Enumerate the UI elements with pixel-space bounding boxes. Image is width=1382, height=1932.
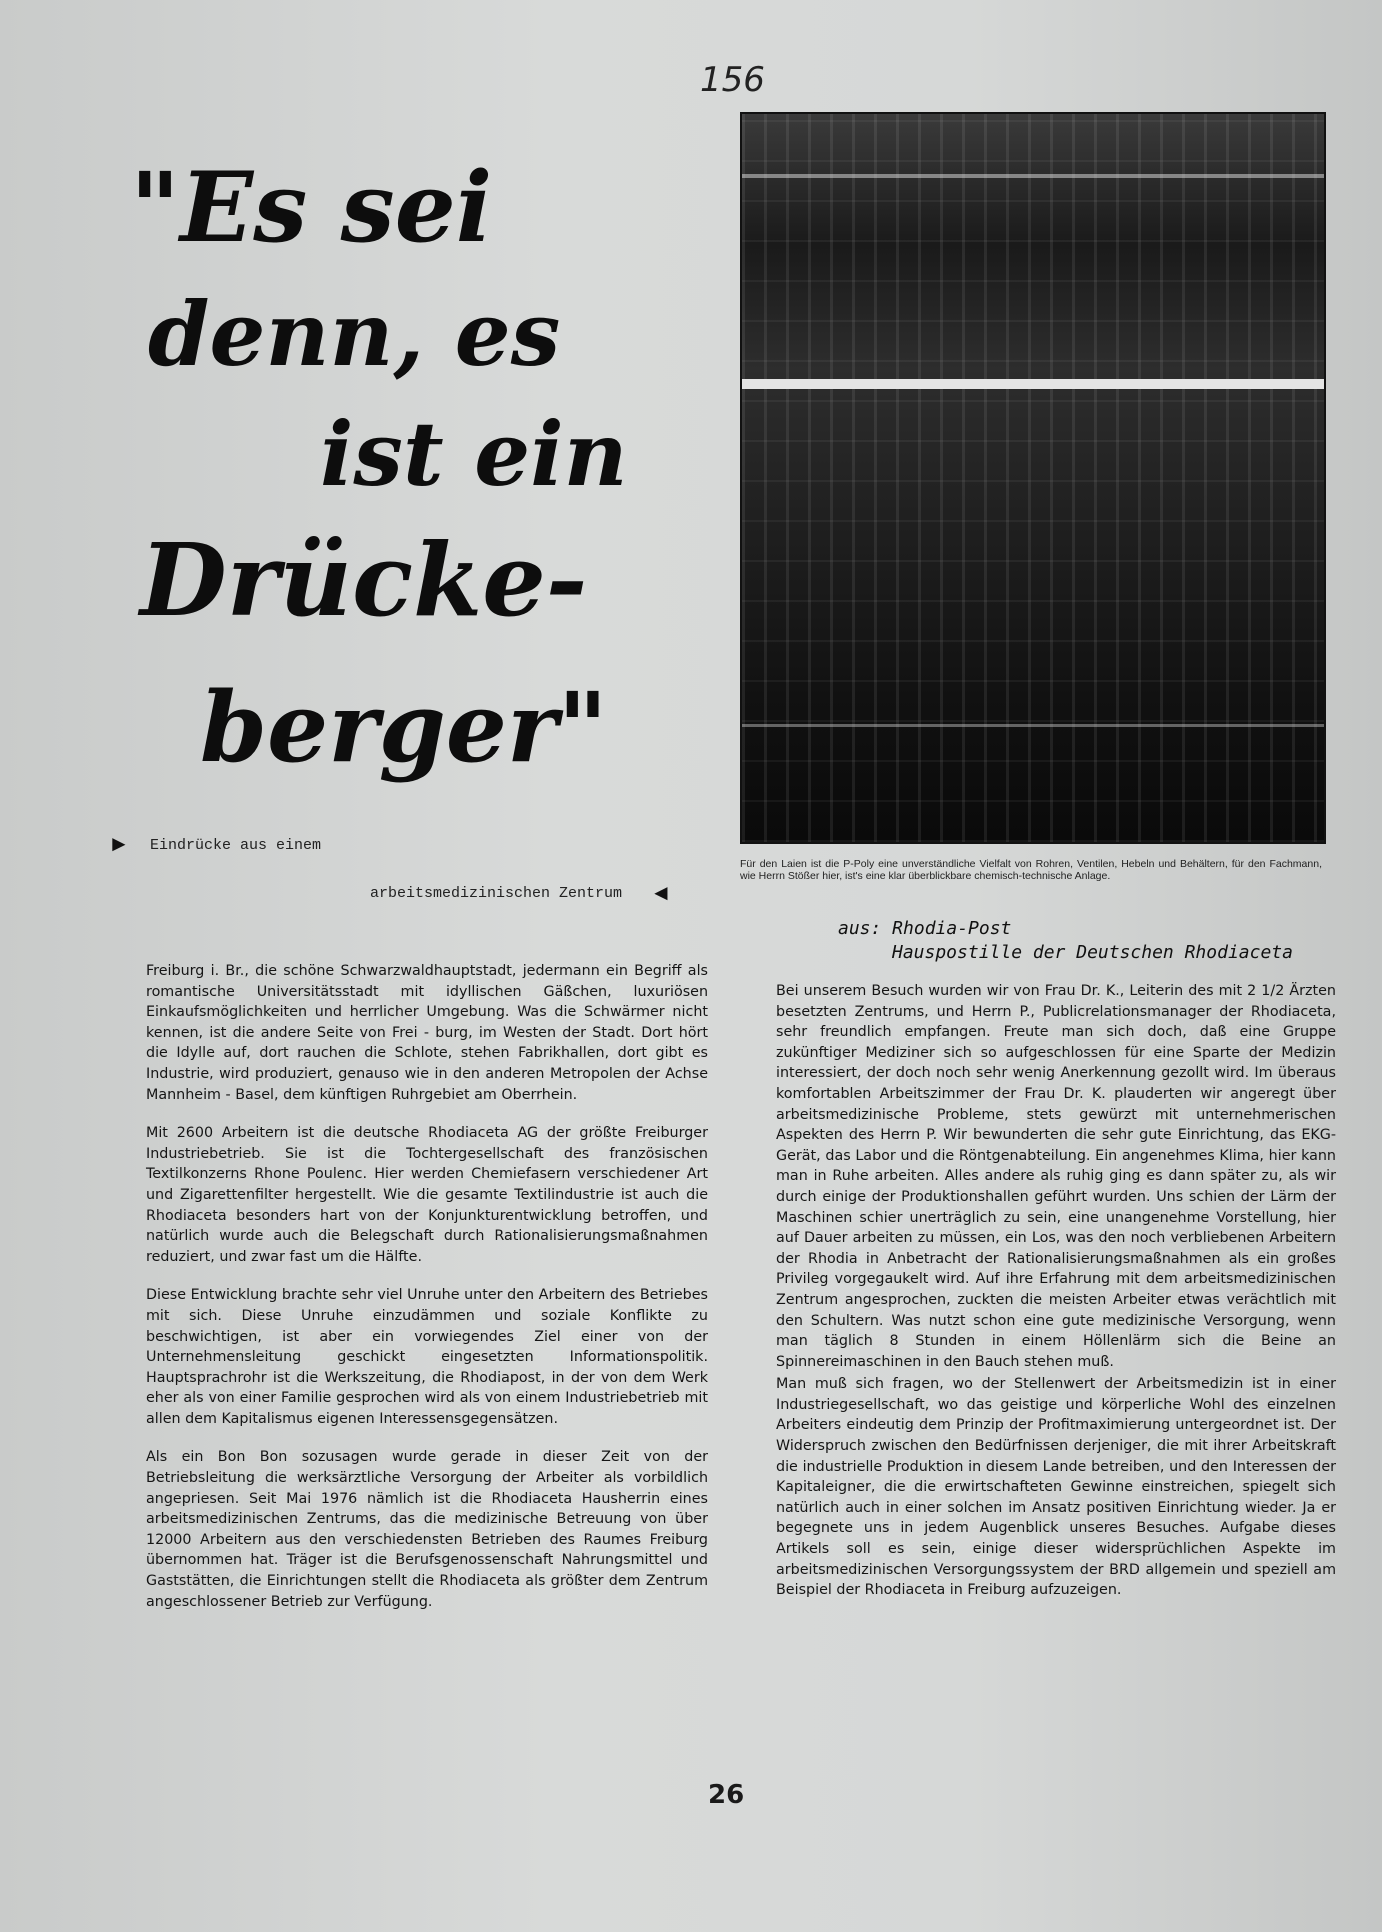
source-note-line-2: Hauspostille der Deutschen Rhodiaceta <box>892 942 1293 963</box>
headline-line-5: berger" <box>200 671 608 784</box>
headline-line-4: Drücke- <box>140 521 588 639</box>
paragraph: Mit 2600 Arbeitern ist die deutsche Rhodiaceta AG der größte Freiburger Industriebetrieb. Sie ist die Tochtergesellschaft des französischen Textilkonzerns Rhone Poulenc. Hier werden Chemiefasern verschiedener Art und Zigarettenfilter hergestellt. Wie die gesamte Textilindustrie ist auch die Rhodiaceta besonders hart von der Konjunkturentwicklung betroffen, und natürlich wurde auch die Belegschaft durch Rationalisierungsmaßnahmen reduziert, und zwar fast um die Hälfte. <box>146 1125 708 1265</box>
subtitle-part-1: Eindrücke aus einem <box>150 837 322 854</box>
paragraph: Bei unserem Besuch wurden wir von Frau Dr. K., Leiterin des mit 2 1/2 Ärzten besetzten Zentrums, und Herrn P., Publicrelationsmanager der Rhodiaceta, sehr freundlich empfangen. Freute man sich doch, daß eine Gruppe zukünftiger Mediziner sich so aufgeschlossen für eine Sparte der Medizin interessiert, der doch noch sehr wenig Anerkennung gezollt wird. Im überaus komfortablen Arbeitszimmer der Frau Dr. K. plauderten wir angeregt über arbeitsmedizinische Probleme, stets gewürzt mit unternehmerischen Aspekten des Herrn P. Wir bewunderten die sehr gute Einrichtung, das EKG-Gerät, das Labor und die Röntgenabteilung. Ein angenehmes Klima, hier kann man in Ruhe arbeiten. Alles andere als ruhig ging es dann später zu, als wir durch einige der Produktionshallen geführt wurden. Uns schien der Lärm der Maschinen schier unerträglich zu sein, eine unangenehme Vorstellung, hier auf Dauer arbeiten zu müssen, ein Los, was den noch verbliebenen Arbeitern der Rhodia in Anbetracht der Rationalisierungsmaßnahmen als ein großes Privileg vorgegaukelt wird. Auf ihre Erfahrung mit dem arbeitsmedizinischen Zentrum angesprochen, zuckten die meisten Arbeiter etwas verächtlich mit den Schultern. Was nutzt schon eine gute medizinische Versorgung, wenn man täglich 8 Stunden in einem Höllenlärm sich die Beine an Spinnereimaschinen in den Bauch stehen muß. <box>776 983 1336 1370</box>
photo-caption: Für den Laien ist die P-Poly eine unverständliche Vielfalt von Rohren, Ventilen, Hebeln und Behältern, für den Fachmann, wie Herrn Stößer hier, ist's eine klar überblickbare chemisch-technische Anlage. <box>740 858 1322 882</box>
handwritten-page-number: 156 <box>700 60 765 100</box>
paragraph: Man muß sich fragen, wo der Stellenwert der Arbeitsmedizin ist in einer Industriegesellschaft, wo das geistige und körperliche Wohl des einzelnen Arbeiters eindeutig dem Prinzip der Profitmaximierung untergeordnet ist. Der Widerspruch zwischen den Bedürfnissen derjeniger, die mit ihrer Arbeitskraft die industrielle Produktion in diesem Lande betreiben, und den Interessen der Kapitaleigner, die die erwirtschafteten Gewinne einstreichen, spiegelt sich natürlich auch in einer solchen im Ansatz positiven Einrichtung wieder. Ja er begegnete uns in jedem Augenblick unseres Besuches. Aufgabe dieses Artikels soll es sein, einige dieser widersprüchlichen Aspekte im arbeitsmedizinischen Versorgungssystem der BRD allgemein und speziell am Beispiel der Rhodiaceta in Freiburg aufzuzeigen. <box>776 1376 1336 1599</box>
paragraph: Freiburg i. Br., die schöne Schwarzwaldhauptstadt, jedermann ein Begriff als romantische Universitätsstadt mit idyllischen Gäßchen, luxuriösen Einkaufsmöglichkeiten und herrlicher Umgebung. Was die Schwärmer nicht kennen, ist die andere Seite von Frei - burg, im Westen der Stadt. Dort hört die Idylle auf, dort rauchen die Schlote, stehen Fabrikhallen, dort gibt es Industrie, wird produziert, genauso wie in den anderen Metropolen der Achse Mannheim - Basel, dem künftigen Ruhrgebiet am Oberrhein. <box>146 963 708 1103</box>
subtitle-part-2: arbeitsmedizinischen Zentrum <box>370 885 623 902</box>
right-column <box>776 981 1336 1603</box>
paragraph: Als ein Bon Bon sozusagen wurde gerade in dieser Zeit von der Betriebsleitung die werksärztliche Versorgung der Arbeiter als vorbildlich angepriesen. Seit Mai 1976 nämlich ist die Rhodiaceta Hausherrin eines arbeitsmedizinischen Zentrums, das die medizinische Betreuung von über 12000 Arbeitern aus den verschiedensten Betrieben des Raumes Freiburg übernommen hat. Träger ist die Berufsgenossenschaft Nahrungsmittel und Gaststätten, die Einrichtungen stellt die Rhodiaceta als größter dem Zentrum angeschlossener Betrieb zur Verfügung. <box>146 1449 708 1610</box>
page-footer-number: 26 <box>708 1780 745 1810</box>
paragraph: Diese Entwicklung brachte sehr viel Unruhe unter den Arbeitern des Betriebes mit sich. Diese Unruhe einzudämmen und soziale Konflikte zu beschwichtigen, ist aber ein vorwiegendes Ziel einer von der Unternehmensleitung geschickt eingesetzten Informationspolitik. Hauptsprachrohr ist die Werkszeitung, die Rhodiapost, in der von dem Werk eher als von einer Familie gesprochen wird als von einem Industriebetrieb mit allen dem Kapitalismus eigenen Interessensgegensätzen. <box>146 1287 708 1427</box>
headline-line-1: "Es sei <box>130 151 493 264</box>
headline <box>100 80 720 840</box>
source-note-line-1: aus: Rhodia-Post <box>838 918 1012 939</box>
arrow-left-icon: ◄ <box>650 880 672 905</box>
headline-line-2: denn, es <box>148 282 561 386</box>
left-column <box>146 961 708 1630</box>
factory-photo <box>740 112 1326 844</box>
headline-line-3: ist ein <box>320 402 628 506</box>
arrow-right-icon: ► <box>108 831 130 856</box>
